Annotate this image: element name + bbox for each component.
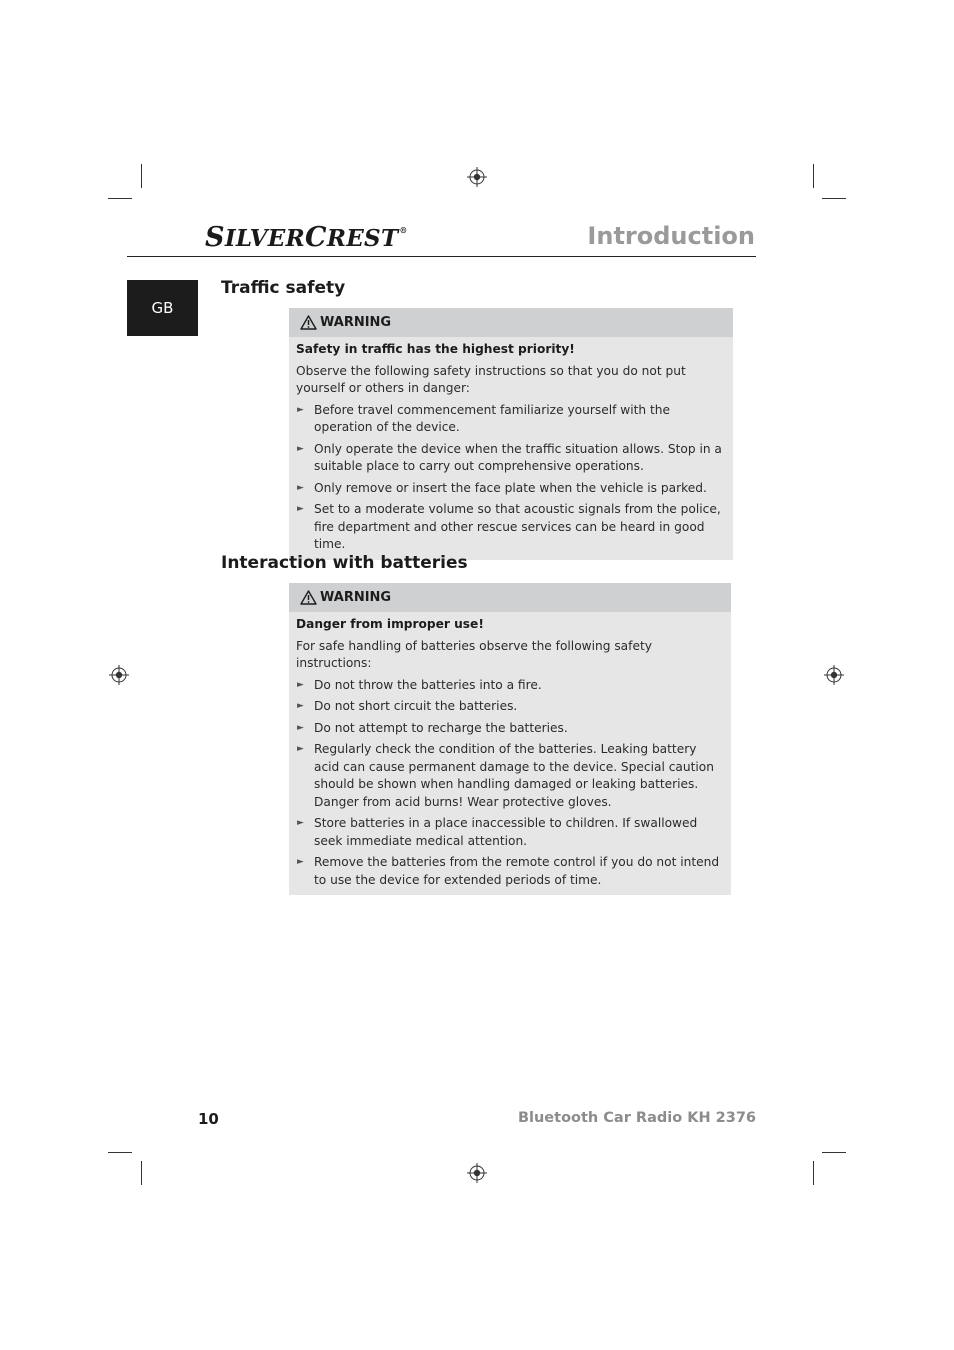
arrow-right-icon: ►	[297, 404, 304, 415]
language-tab	[127, 280, 198, 336]
brand-logo: SILVERCREST®	[205, 222, 408, 253]
warning-box-batteries	[289, 583, 731, 895]
warning-subtitle: Danger from improper use!	[296, 617, 484, 631]
arrow-right-icon: ►	[297, 857, 304, 867]
registration-mark-icon	[467, 1163, 487, 1183]
registration-mark-icon	[109, 665, 129, 685]
warning-list	[296, 402, 725, 554]
warning-header	[289, 308, 733, 337]
crop-mark	[822, 1152, 846, 1153]
registration-mark-icon	[467, 167, 487, 187]
list-item: ► Remove the batteries from the remote control if you do not intend to use the device for extended periods of time.	[297, 855, 720, 887]
section-title-traffic-safety: Traffic safety	[221, 278, 346, 298]
language-label: GB	[151, 299, 174, 317]
warning-label: WARNING	[320, 315, 392, 330]
warning-box-traffic	[289, 308, 733, 560]
arrow-right-icon: ►	[297, 701, 304, 711]
list-item: ► Before travel commencement familiarize yourself with the operation of the device.	[297, 402, 670, 434]
warning-intro: For safe handling of batteries observe the following safety instructions:	[296, 638, 652, 670]
crop-mark	[813, 1161, 814, 1185]
warning-header	[289, 583, 731, 612]
page-title: Introduction	[587, 222, 755, 250]
arrow-right-icon: ►	[297, 744, 304, 754]
list-item: ► Do not attempt to recharge the batteries.	[296, 720, 723, 738]
warning-triangle-icon	[300, 315, 317, 330]
arrow-right-icon: ►	[297, 482, 304, 493]
list-item: ► Do not short circuit the batteries.	[296, 698, 723, 716]
list-item: ► Only remove or insert the face plate when the vehicle is parked.	[296, 480, 725, 498]
crop-mark	[822, 198, 846, 199]
warning-intro: Observe the following safety instructions so that you do not put yourself or others in danger:	[296, 363, 686, 395]
warning-list	[296, 677, 723, 890]
arrow-right-icon: ►	[297, 443, 304, 454]
arrow-right-icon: ►	[297, 722, 304, 733]
list-item: ► Only operate the device when the traffic situation allows. Stop in a suitable place to carry out comprehensive operations.	[297, 441, 722, 473]
crop-mark	[141, 164, 142, 188]
list-item: ► Set to a moderate volume so that acoustic signals from the police, fire department and other rescue services can be heard in good time.	[297, 502, 721, 551]
crop-mark	[813, 164, 814, 188]
crop-mark	[108, 1152, 132, 1153]
warning-subtitle: Safety in traffic has the highest priority!	[296, 342, 575, 356]
product-name: Bluetooth Car Radio KH 2376	[517, 1110, 756, 1126]
registration-mark-icon	[824, 665, 844, 685]
list-item: ► Regularly check the condition of the batteries. Leaking battery acid can cause permanent damage to the device. Special caution should be shown when handling damaged or leaking batteries. Danger from acid burns! Wear protective gloves.	[297, 742, 714, 809]
list-item: ► Store batteries in a place inaccessible to children. If swallowed seek immediate medical attention.	[297, 816, 698, 848]
section-title-batteries: Interaction with batteries	[221, 553, 468, 573]
page-number: 10	[198, 1110, 219, 1128]
arrow-right-icon: ►	[297, 679, 304, 690]
header-divider	[127, 256, 756, 257]
crop-mark	[108, 198, 132, 199]
list-item: ► Do not throw the batteries into a fire.	[296, 677, 723, 695]
arrow-right-icon: ►	[297, 504, 304, 514]
crop-mark	[141, 1161, 142, 1185]
warning-label: WARNING	[320, 590, 392, 605]
arrow-right-icon: ►	[297, 818, 304, 828]
warning-triangle-icon	[300, 590, 317, 605]
